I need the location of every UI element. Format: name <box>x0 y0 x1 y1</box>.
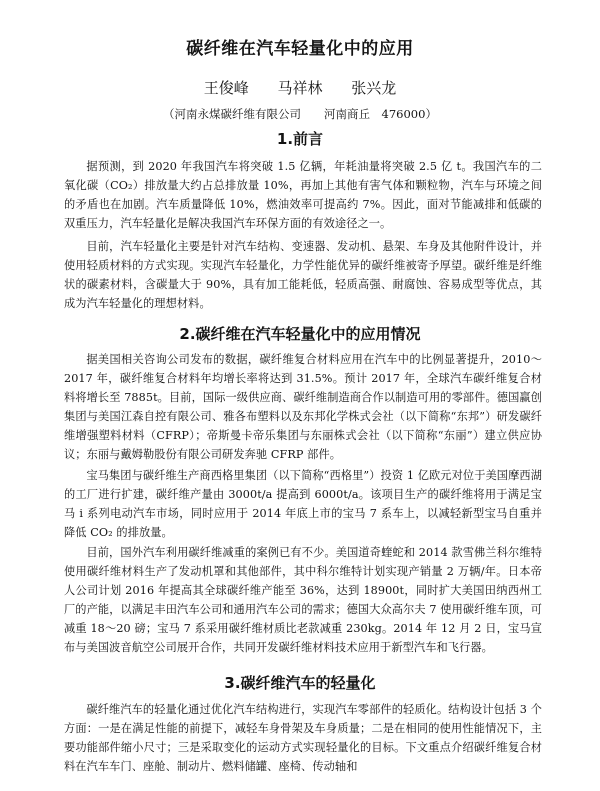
body-paragraph: 目前，国外汽车利用碳纤维减重的案例已有不少。美国道奇蝰蛇和 2014 款雪佛兰科尔维特使用碳纤维材料生产了发动机罩和其他部件，其中科尔维特计划实现产销量 2 万辆/年。日本帝人公司计划 2016 年提高其全球碳纤维产能至 36%，达到 18900t，同时扩大美国田纳西州工厂的产能，以满足丰田汽车公司和通用汽车公司的需求；德国大众高尔夫 7 使用碳纤维车顶，可减重 18～20 磅；宝马 7 系采用碳纤维材质比老款减重 230kg。2014 年 12 月 2 日，宝马宣布与美国波音航空公司展开合作，共同开发碳纤维材料技术应用于新型汽车和飞行器。 <box>64 546 542 654</box>
body-paragraph: 碳纤维汽车的轻量化通过优化汽车结构进行，实现汽车零部件的轻质化。结构设计包括 3 个方面：一是在满足性能的前提下，减轻车身骨架及车身质量；二是在相同的使用性能情况下，主要功能部件缩小尺寸；三是采取变化的运动方式实现轻量化的目标。下文重点介绍碳纤维复合材料在汽车车门、座舱、制动片、燃料储罐、座椅、传动轴和 <box>64 703 542 773</box>
affiliation: （河南永煤碳纤维有限公司 河南商丘 476000） <box>163 107 437 121</box>
author-name: 马祥林 <box>277 79 323 97</box>
section-heading-intro: 1.前言 <box>276 130 324 148</box>
section-heading-applications: 2.碳纤维在汽车轻量化中的应用情况 <box>179 325 421 343</box>
author-name: 张兴龙 <box>351 79 397 97</box>
author-name: 王俊峰 <box>203 79 249 97</box>
body-paragraph: 据美国相关咨询公司发布的数据，碳纤维复合材料应用在汽车中的比例显著提升，2010～2017 年，碳纤维复合材料年均增长率将达到 31.5%。预计 2017 年，全球汽车碳纤维复合材料将增长至 7885t。目前，国际一级供应商、碳纤维制造商合作以制造可用的零部件。德国赢创集团与美国江森自控有限公司、雅各布塑料以及东邦化学株式会社（以下简称“东邦”）研发碳纤维增强塑料材料（CFRP）；帝斯曼卡帝乐集团与东丽株式会社（以下简称“东丽”）建立供应协议；东丽与戴姆勒股份有限公司研发奔驰 CFRP 部件。 <box>64 353 542 461</box>
section-heading-lightweighting: 3.碳纤维汽车的轻量化 <box>224 674 376 692</box>
paper-title: 碳纤维在汽车轻量化中的应用 <box>186 39 414 59</box>
body-paragraph: 目前，汽车轻量化主要是针对汽车结构、变速器、发动机、悬架、车身及其他附件设计，并使用轻质材料的方式实现。实现汽车轻量化，力学性能优异的碳纤维被寄予厚望。碳纤维是纤维状的碳素材料，含碳量大于 90%，具有加工能耗低，轻质高强、耐腐蚀、容易成型等优点，其成为汽车轻量化的理想材料。 <box>64 240 542 310</box>
body-paragraph: 据预测，到 2020 年我国汽车将突破 1.5 亿辆，年耗油量将突破 2.5 亿 t。我国汽车的二氧化碳（CO₂）排放量大约占总排放量 10%，再加上其他有害气体和颗粒物，汽车与环境之间的矛盾也在加剧。汽车质量降低 10%，燃油效率可提高约 7%。因此，面对节能减排和低碳的双重压力，汽车轻量化是解决我国汽车环保方面的有效途径之一。 <box>64 160 542 230</box>
author-line <box>0 77 600 98</box>
body-paragraph: 宝马集团与碳纤维生产商西格里集团（以下简称“西格里”）投资 1 亿欧元对位于美国摩西湖的工厂进行扩建，碳纤维产量由 3000t/a 提高到 6000t/a。该项目生产的碳纤维将用于满足宝马 i 系列电动汽车市场，同时应用于 2014 年底上市的宝马 7 系车上，以减轻新型宝马自重并降低 CO₂ 的排放量。 <box>64 469 542 539</box>
